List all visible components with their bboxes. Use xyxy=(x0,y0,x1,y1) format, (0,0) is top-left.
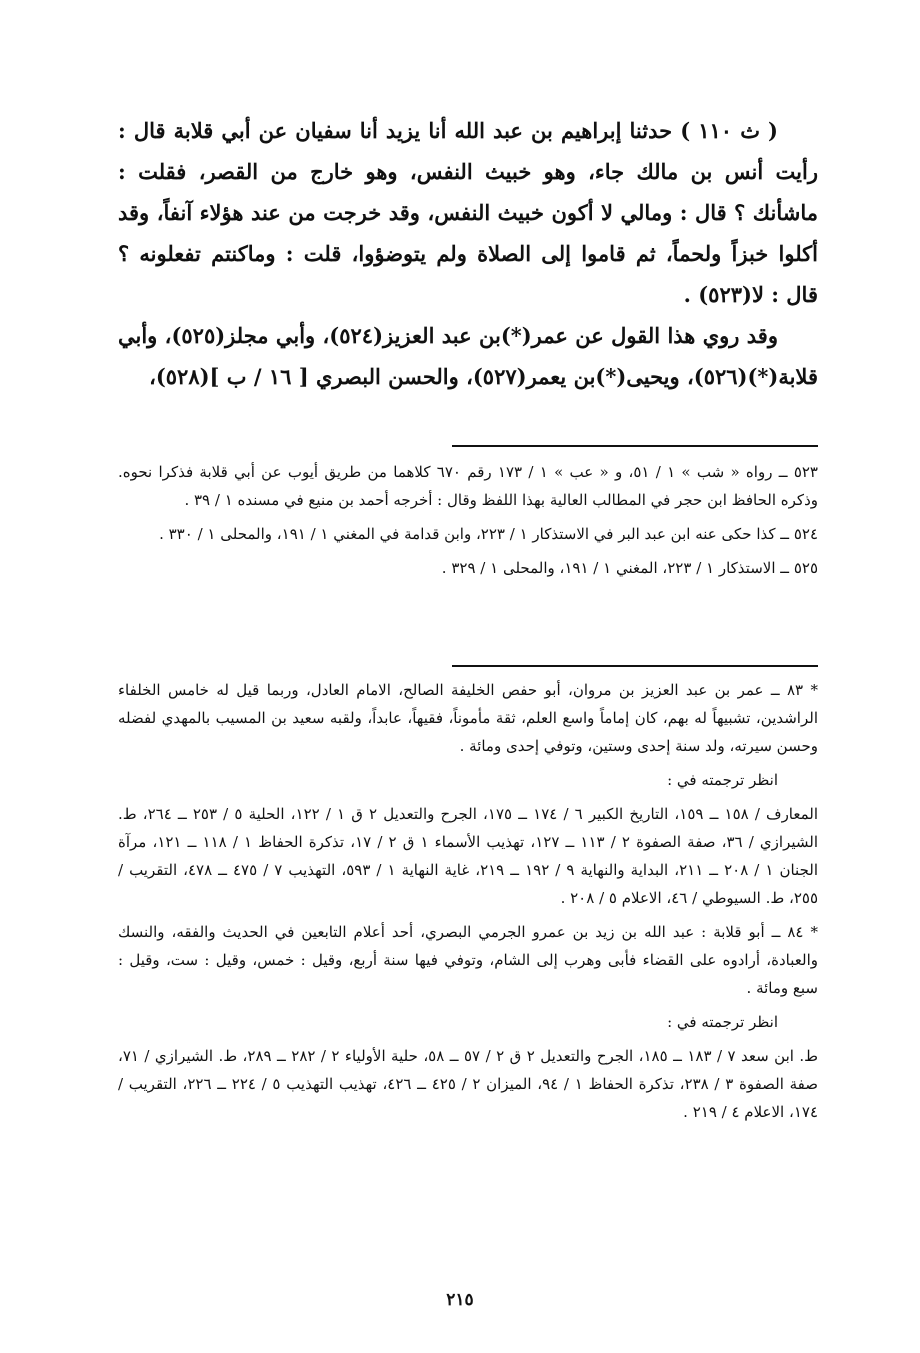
biographies-section xyxy=(118,676,818,1132)
page-number: ٢١٥ xyxy=(446,1290,474,1310)
footnotes-section xyxy=(118,458,818,588)
bio-84-see-also: انظر ترجمته في : xyxy=(667,1013,778,1031)
narration-paragraph: وقد روي هذا القول عن عمر(*)بن عبد العزيز(٥٢٤)، وأبي مجلز(٥٢٥)، وأبي قلابة(*)(٥٢٦)، ويحيى(*)بن يعمر(٥٢٧)، والحسن البصري [ ١٦ / ب ](٥٢٨)، xyxy=(118,323,818,389)
bio-84-references: ط. ابن سعد ٧ / ١٨٣ ــ ١٨٥، الجرح والتعديل ٢ ق ٢ / ٥٧ ــ ٥٨، حلية الأولياء ٢ / ٢٨٢ ــ ٢٨٩، ط. الشيرازي / ٧١، صفة الصفوة ٣ / ٢٣٨، تذكرة الحفاظ ١ / ٩٤، الميزان ٢ / ٤٢٥ ــ ٤٢٦، تهذيب التهذيب ٥ / ٢٢٤ ــ ٢٢٦، التقريب / ١٧٤، الاعلام ٤ / ٢١٩ . xyxy=(118,1047,819,1121)
bio-83: * ٨٣ ــ عمر بن عبد العزيز بن مروان، أبو حفص الخليفة الصالح، الامام العادل، وربما قيل له خامس الخلفاء الراشدين، تشبيهاً له بهم، كان إماماً واسع العلم، ثقة مأموناً، فقيهاً، عابداً، ولقبه سعيد بن المسيب بالمهدي لفضله وحسن سيرته، ولد سنة إحدى وستين، وتوفي إحدى ومائة . xyxy=(118,681,818,755)
hadith-paragraph: ( ث ١١٠ ) حدثنا إبراهيم بن عبد الله أنا يزيد أنا سفيان عن أبي قلابة قال : رأيت أنس بن مالك جاء، وهو خبيث النفس، وهو خارج من القصر، فقلت : ماشأنك ؟ قال : ومالي لا أكون خبيث النفس، وقد خرجت من عند هؤلاء آنفاً، وقد أكلوا خبزاً ولحماً، ثم قاموا إلى الصلاة ولم يتوضؤوا، قلت : وماكنتم تفعلونه ؟ قال : لا(٥٢٣) . xyxy=(118,118,818,307)
main-text xyxy=(118,110,818,397)
bio-83-see-also: انظر ترجمته في : xyxy=(667,771,778,789)
bio-divider xyxy=(452,665,818,667)
footnote-525: ٥٢٥ ــ الاستذكار ١ / ٢٢٣، المغني ١ / ١٩١، والمحلى ١ / ٣٢٩ . xyxy=(441,559,818,577)
footnote-523: ٥٢٣ ــ رواه « شب » ١ / ٥١، و « عب » ١ / ١٧٣ رقم ٦٧٠ كلاهما من طريق أيوب عن أبي قلابة فذكرا نحوه. وذكره الحافظ ابن حجر في المطالب العالية بهذا اللفظ وقال : أخرجه أحمد بن منيع في مسنده ١ / ٣٩ . xyxy=(118,463,818,509)
footnote-524: ٥٢٤ ــ كذا حكى عنه ابن عبد البر في الاستذكار ١ / ٢٢٣، وابن قدامة في المغني ١ / ١٩١، والمحلى ١ / ٣٣٠ . xyxy=(159,525,818,543)
bio-83-references: المعارف / ١٥٨ ــ ١٥٩، التاريخ الكبير ٦ / ١٧٤ ــ ١٧٥، الجرح والتعديل ٢ ق ١ / ١٢٢، الحلية ٥ / ٢٥٣ ــ ٢٦٤، ط. الشيرازي / ٣٦، صفة الصفوة ٢ / ١١٣ ــ ١٢٧، تهذيب الأسماء ١ ق ٢ / ١٧، تذكرة الحفاظ ١ / ١١٨ ــ ١٢١، مرآة الجنان ١ / ٢٠٨ ــ ٢١١، البداية والنهاية ٩ / ١٩٢ ــ ٢١٩، غاية النهاية ١ / ٥٩٣، التهذيب ٧ / ٤٧٥ ــ ٤٧٨، التقريب / ٢٥٥، ط. السيوطي / ٤٦، الاعلام ٥ / ٢٠٨ . xyxy=(118,805,819,907)
footnote-divider xyxy=(452,445,818,447)
bio-84: * ٨٤ ــ أبو قلابة : عبد الله بن زيد بن عمرو الجرمي البصري، أحد أعلام التابعين في الحديث والفقه، والنسك والعبادة، أرادوه على القضاء فأبى وهرب إلى الشام، وتوفي فيها سنة أربع، وقيل : خمس، وقيل : ست، وقيل : سبع ومائة . xyxy=(118,923,818,997)
